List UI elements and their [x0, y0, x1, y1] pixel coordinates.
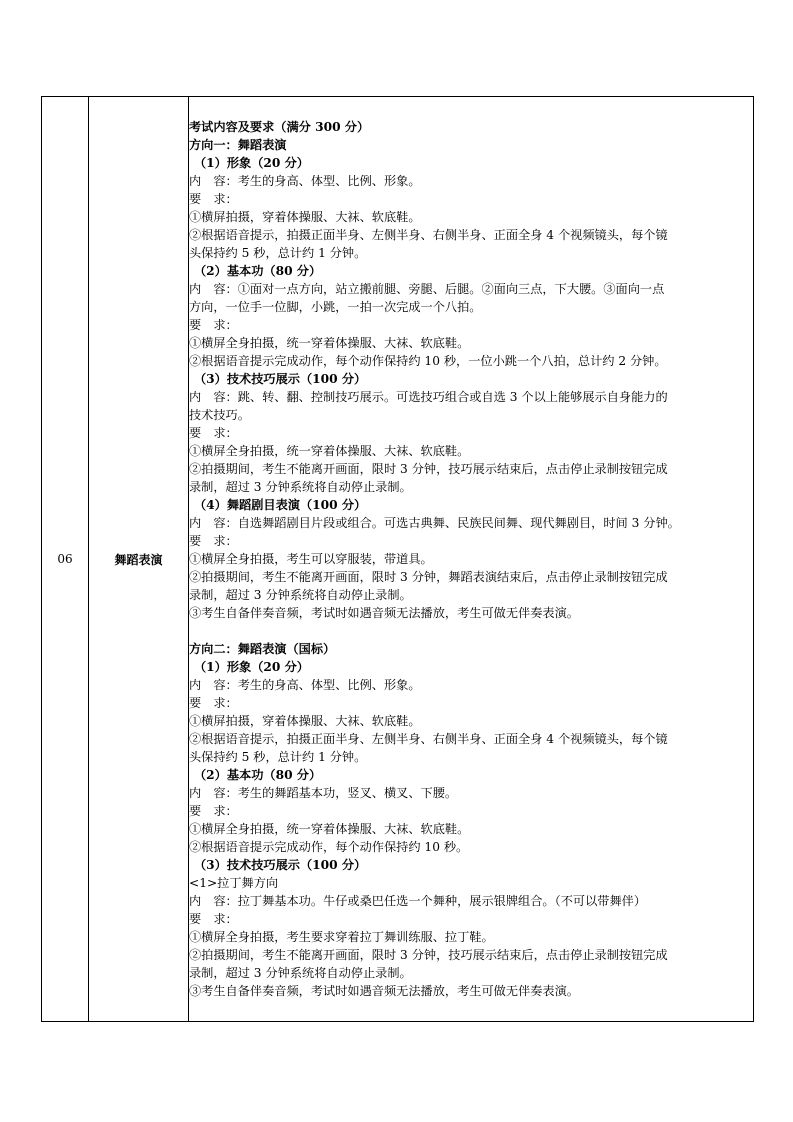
d1-s1-req-1: ①横屏拍摄，穿着体操服、大袜、软底鞋。 — [189, 210, 421, 224]
d1-s2-content-a: 内 容：①面对一点方向，站立搬前腿、旁腿、后腿。②面向三点，下大腰。③面向一点 — [189, 282, 665, 296]
d1-s1-req-2a: ②根据语音提示，拍摄正面半身、左侧半身、右侧半身、正面全身 4 个视频镜头，每个镜 — [189, 228, 668, 242]
d1-s3-content-a: 内 容：跳、转、翻、控制技巧展示。可选技巧组合或自选 3 个以上能够展示自身能力的 — [189, 390, 668, 404]
d2-s1-content: 内 容：考生的身高、体型、比例、形象。 — [189, 678, 421, 692]
content-heading: 考试内容及要求（满分 300 分） — [189, 120, 370, 134]
d2-section-1-title: （1）形象（20 分） — [194, 660, 309, 674]
d2-s3-subheading: <1>拉丁舞方向 — [189, 876, 279, 890]
d1-s1-req-label: 要 求： — [189, 192, 238, 206]
d1-s4-req-1: ①横屏全身拍摄，考生可以穿服装，带道具。 — [189, 552, 433, 566]
direction-spacer — [189, 622, 753, 640]
d2-s1-req-label: 要 求： — [189, 696, 238, 710]
d2-s2-req-1: ①横屏全身拍摄，统一穿着体操服、大袜、软底鞋。 — [189, 822, 470, 836]
d2-s1-req-1: ①横屏拍摄，穿着体操服、大袜、软底鞋。 — [189, 714, 421, 728]
d1-s2-req-1: ①横屏全身拍摄，统一穿着体操服、大袜、软底鞋。 — [189, 336, 470, 350]
d2-s2-content: 内 容：考生的舞蹈基本功，竖叉、横叉、下腰。 — [189, 786, 458, 800]
d1-s3-req-2a: ②拍摄期间，考生不能离开画面，限时 3 分钟，技巧展示结束后，点击停止录制按钮完成 — [189, 462, 668, 476]
d2-s3-req-2a: ②拍摄期间，考生不能离开画面，限时 3 分钟，技巧展示结束后，点击停止录制按钮完成 — [189, 948, 668, 962]
d1-s2-content-b: 方向，一位手一位脚，小跳，一拍一次完成一个八拍。 — [189, 300, 482, 314]
d1-s3-content-b: 技术技巧。 — [189, 408, 250, 422]
d1-s4-req-2a: ②拍摄期间，考生不能离开画面，限时 3 分钟，舞蹈表演结束后，点击停止录制按钮完成 — [189, 570, 668, 584]
d2-s1-req-2a: ②根据语音提示，拍摄正面半身、左侧半身、右侧半身、正面全身 4 个视频镜头，每个镜 — [189, 732, 668, 746]
direction-1-title: 方向一：舞蹈表演 — [189, 138, 287, 152]
d1-s4-req-2b: 录制，超过 3 分钟系统将自动停止录制。 — [189, 588, 412, 602]
d1-section-3-title: （3）技术技巧展示（100 分） — [194, 372, 367, 386]
d1-s2-req-2: ②根据语音提示完成动作，每个动作保持约 10 秒，一位小跳一个八拍，总计约 2 分钟。 — [189, 354, 667, 368]
d1-section-2-title: （2）基本功（80 分） — [194, 264, 322, 278]
d1-s3-req-2b: 录制，超过 3 分钟系统将自动停止录制。 — [189, 480, 412, 494]
d1-section-1-title: （1）形象（20 分） — [194, 156, 309, 170]
d1-s4-req-3: ③考生自备伴奏音频，考试时如遇音频无法播放，考生可做无伴奏表演。 — [189, 606, 579, 620]
d2-s3-req-1: ①横屏全身拍摄，考生要求穿着拉丁舞训练服、拉丁鞋。 — [189, 930, 494, 944]
row-number: 06 — [42, 97, 89, 1022]
d1-s4-req-label: 要 求： — [189, 534, 238, 548]
d2-s1-req-2b: 头保持约 5 秒，总计约 1 分钟。 — [189, 750, 367, 764]
d1-section-4-title: （4）舞蹈剧目表演（100 分） — [194, 498, 367, 512]
exam-table — [41, 96, 754, 1022]
direction-2-title: 方向二：舞蹈表演（国标） — [189, 642, 336, 656]
d2-s2-req-2: ②根据语音提示完成动作，每个动作保持约 10 秒。 — [189, 840, 469, 854]
d1-s1-req-2b: 头保持约 5 秒，总计约 1 分钟。 — [189, 246, 367, 260]
d1-s2-req-label: 要 求： — [189, 318, 238, 332]
d1-s3-req-1: ①横屏全身拍摄，统一穿着体操服、大袜、软底鞋。 — [189, 444, 470, 458]
d2-s3-content: 内 容：拉丁舞基本功。牛仔或桑巴任选一个舞种，展示银牌组合。（不可以带舞伴） — [189, 894, 647, 908]
d2-section-3-title: （3）技术技巧展示（100 分） — [194, 858, 367, 872]
d2-s3-req-3: ③考生自备伴奏音频，考试时如遇音频无法播放，考生可做无伴奏表演。 — [189, 984, 579, 998]
exam-requirements — [189, 97, 754, 1022]
d2-s3-req-label: 要 求： — [189, 912, 238, 926]
d2-s2-req-label: 要 求： — [189, 804, 238, 818]
d1-s4-content: 内 容：自选舞蹈剧目片段或组合。可选古典舞、民族民间舞、现代舞剧目，时间 3 分钟。 — [189, 516, 680, 530]
table-row — [42, 97, 754, 1022]
d1-s1-content: 内 容：考生的身高、体型、比例、形象。 — [189, 174, 421, 188]
d2-s3-req-2b: 录制，超过 3 分钟系统将自动停止录制。 — [189, 966, 412, 980]
subject-name: 舞蹈表演 — [89, 97, 189, 1022]
d2-section-2-title: （2）基本功（80 分） — [194, 768, 322, 782]
d1-s3-req-label: 要 求： — [189, 426, 238, 440]
